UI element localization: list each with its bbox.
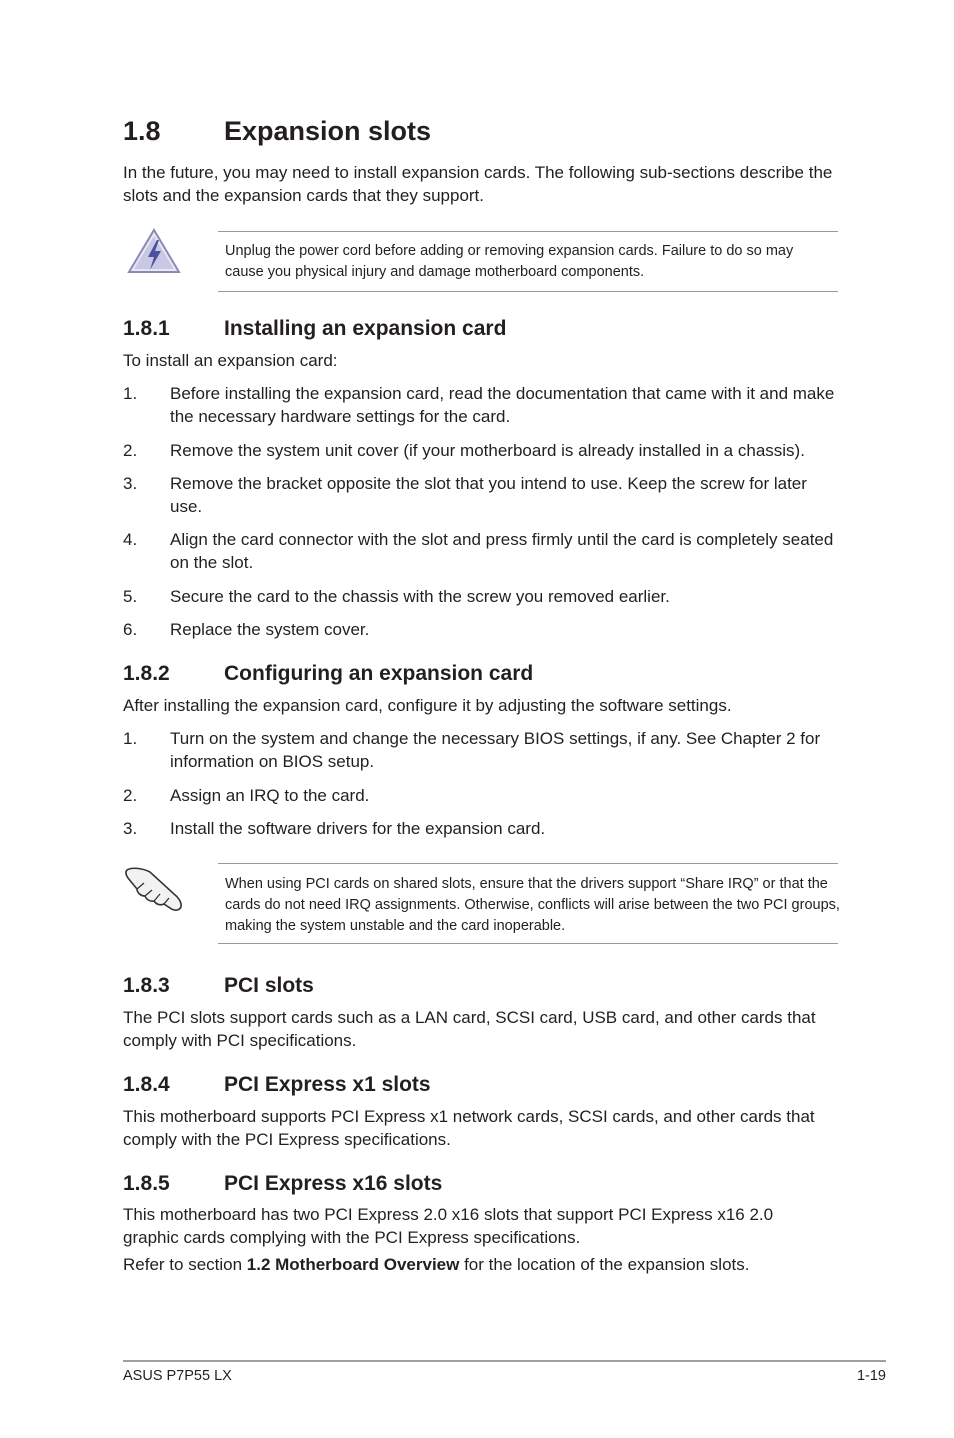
hand-note-text: When using PCI cards on shared slots, ensure that the drivers support “Share IRQ” or that the cards do not need IRQ assignments. Otherwise, conflicts will arise between the two PCI groups, making the system unstable and the card inoperable. bbox=[225, 876, 840, 934]
note-top-rule bbox=[218, 863, 838, 864]
note-top-rule bbox=[218, 231, 838, 232]
step-text: Secure the card to the chassis with the screw you removed earlier. bbox=[170, 587, 670, 606]
page-title: Expansion slots bbox=[224, 116, 432, 146]
note-bottom-rule bbox=[218, 291, 838, 292]
subsection-title: Installing an expansion card bbox=[224, 317, 507, 340]
step-number: 1. bbox=[123, 384, 138, 403]
subsection-text: This motherboard supports PCI Express x1 network cards, SCSI cards, and other cards that comply with the PCI Express specifications. bbox=[123, 1107, 815, 1149]
step-number: 5. bbox=[123, 587, 138, 606]
step-text: Assign an IRQ to the card. bbox=[170, 786, 370, 805]
step-number: 6. bbox=[123, 620, 138, 639]
step-text: Replace the system cover. bbox=[170, 620, 370, 639]
step-text: Install the software drivers for the expansion card. bbox=[170, 819, 546, 838]
step-text: Turn on the system and change the necessary BIOS settings, if any. See Chapter 2 for information on BIOS setup. bbox=[170, 729, 821, 771]
intro-paragraph: In the future, you may need to install expansion cards. The following sub-sections describe the slots and the expansion cards that they support. bbox=[123, 163, 833, 205]
warning-lightning-icon bbox=[126, 226, 182, 276]
subsection-title: PCI Express x1 slots bbox=[224, 1073, 431, 1096]
step-number: 4. bbox=[123, 530, 138, 549]
reference-prefix: Refer to section bbox=[123, 1255, 247, 1274]
note-bottom-rule bbox=[218, 943, 838, 944]
footer-rule bbox=[123, 1360, 886, 1362]
step-number: 3. bbox=[123, 819, 138, 838]
reference-line bbox=[123, 1253, 843, 1276]
step-text: Align the card connector with the slot and press firmly until the card is completely seated on the slot. bbox=[170, 530, 834, 572]
subsection-number: 1.8.2 bbox=[123, 662, 170, 685]
subsection-intro: To install an expansion card: bbox=[123, 351, 338, 370]
step-text: Remove the system unit cover (if your motherboard is already installed in a chassis). bbox=[170, 441, 805, 460]
step-number: 1. bbox=[123, 729, 138, 748]
subsection-intro: After installing the expansion card, configure it by adjusting the software settings. bbox=[123, 696, 732, 715]
reference-suffix: for the location of the expansion slots. bbox=[459, 1255, 750, 1274]
step-number: 3. bbox=[123, 474, 138, 493]
subsection-title: PCI Express x16 slots bbox=[224, 1172, 443, 1195]
step-text: Remove the bracket opposite the slot that you intend to use. Keep the screw for later use. bbox=[170, 474, 807, 516]
subsection-title: Configuring an expansion card bbox=[224, 662, 534, 685]
subsection-text: This motherboard has two PCI Express 2.0 x16 slots that support PCI Express x16 2.0 graphic cards complying with the PCI Express specifications. bbox=[123, 1205, 774, 1247]
subsection-number: 1.8.3 bbox=[123, 974, 170, 997]
warning-note-text: Unplug the power cord before adding or removing expansion cards. Failure to do so may cause you physical injury and damage motherboard components. bbox=[225, 243, 794, 280]
hand-pointer-icon bbox=[124, 864, 186, 914]
step-text: Before installing the expansion card, read the documentation that came with it and make the necessary hardware settings for the card. bbox=[170, 384, 835, 426]
subsection-text: The PCI slots support cards such as a LAN card, SCSI card, USB card, and other cards that comply with PCI specifications. bbox=[123, 1008, 816, 1050]
footer-product: ASUS P7P55 LX bbox=[123, 1368, 232, 1384]
step-number: 2. bbox=[123, 441, 138, 460]
section-number: 1.8 bbox=[123, 116, 161, 146]
subsection-title: PCI slots bbox=[224, 974, 314, 997]
step-number: 2. bbox=[123, 786, 138, 805]
subsection-number: 1.8.4 bbox=[123, 1073, 170, 1096]
subsection-number: 1.8.1 bbox=[123, 317, 170, 340]
footer-page-number: 1-19 bbox=[856, 1368, 886, 1384]
subsection-number: 1.8.5 bbox=[123, 1172, 170, 1195]
reference-section: 1.2 Motherboard Overview bbox=[246, 1255, 460, 1274]
